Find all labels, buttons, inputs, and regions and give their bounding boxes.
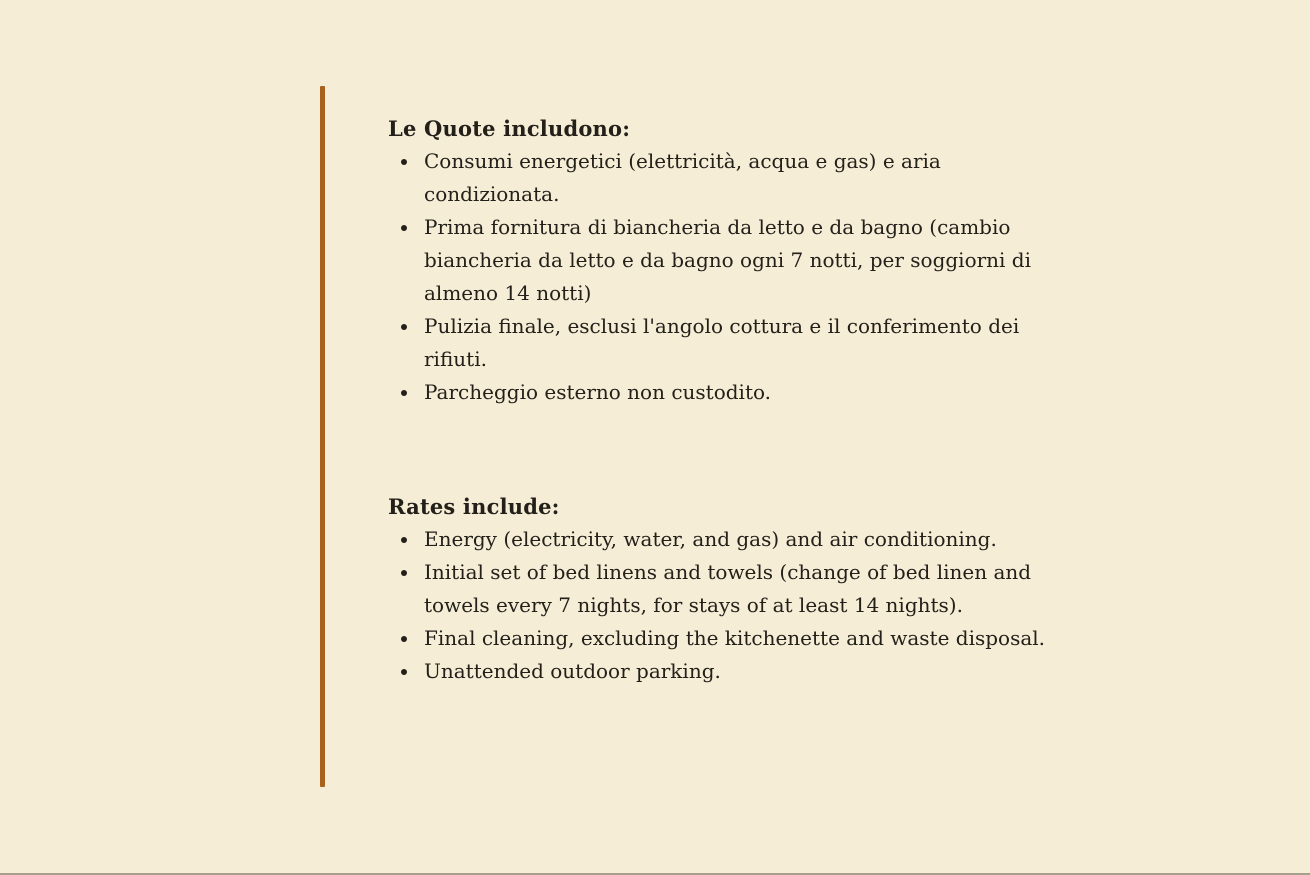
- section-italian-rates: [388, 112, 1068, 409]
- list-item: Consumi energetici (elettricità, acqua e gas) e aria condizionata.: [388, 145, 1068, 211]
- list-item: Pulizia finale, esclusi l'angolo cottura e il conferimento dei rifiuti.: [388, 310, 1068, 376]
- list-item: Parcheggio esterno non custodito.: [388, 376, 1068, 409]
- accent-vertical-line: [320, 86, 325, 787]
- list-item: Initial set of bed linens and towels (change of bed linen and towels every 7 nights, for stays of at least 14 nights).: [388, 556, 1068, 622]
- list-item: Prima fornitura di biancheria da letto e da bagno (cambio biancheria da letto e da bagno ogni 7 notti, per soggiorni di almeno 14 notti): [388, 211, 1068, 310]
- section-heading-english: Rates include:: [388, 494, 560, 519]
- bullet-list-italian: [388, 145, 1068, 409]
- section-english-rates: [388, 490, 1068, 688]
- section-heading-italian: Le Quote includono:: [388, 116, 631, 141]
- list-item: Energy (electricity, water, and gas) and air conditioning.: [388, 523, 1068, 556]
- content-area: [388, 112, 1068, 688]
- list-item: Final cleaning, excluding the kitchenette and waste disposal.: [388, 622, 1068, 655]
- bullet-list-english: [388, 523, 1068, 688]
- list-item: Unattended outdoor parking.: [388, 655, 1068, 688]
